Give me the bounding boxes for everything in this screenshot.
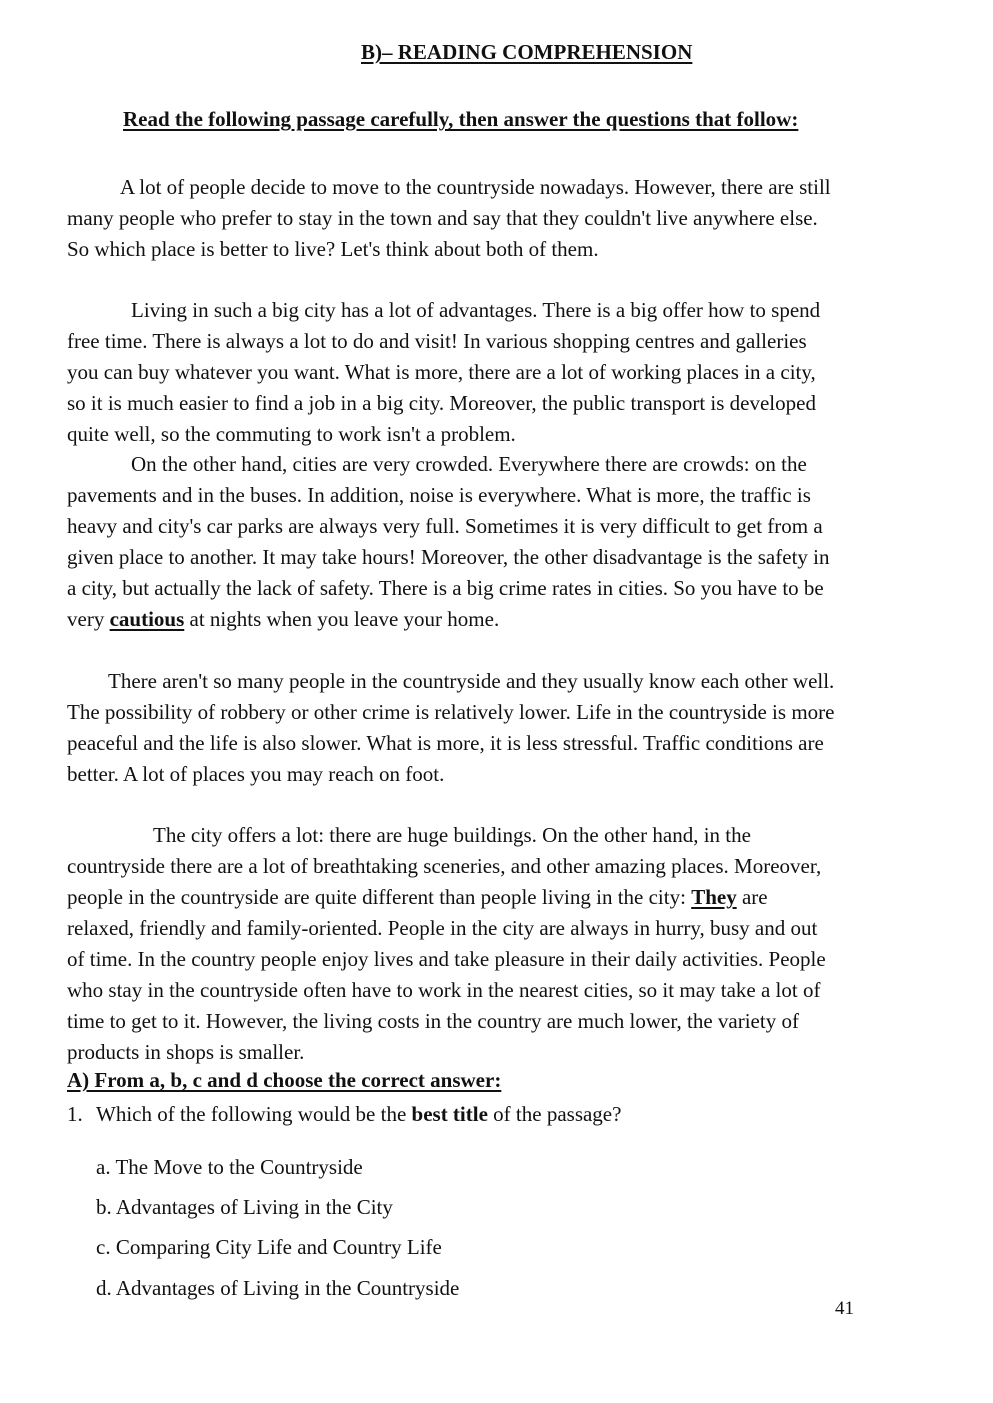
answer-option-c[interactable]: c. Comparing City Life and Country Life xyxy=(96,1235,442,1259)
question-emphasis: best title xyxy=(411,1102,488,1126)
paragraph-line: On the other hand, cities are very crowded. Everywhere there are crowds: on the xyxy=(131,452,807,476)
passage-paragraph-1 xyxy=(67,172,923,265)
passage-paragraph-5 xyxy=(67,820,923,1068)
paragraph-line: so it is much easier to find a job in a big city. Moreover, the public transport is developed xyxy=(67,391,816,415)
paragraph-line: countryside there are a lot of breathtaking sceneries, and other amazing places. Moreover, xyxy=(67,854,822,878)
keyword-cautious: cautious xyxy=(109,607,185,631)
text-segment: at nights when you leave your home. xyxy=(184,607,500,631)
paragraph-line: many people who prefer to stay in the town and say that they couldn't live anywhere else. xyxy=(67,206,818,230)
instruction: Read the following passage carefully, then answer the questions that follow: xyxy=(123,107,799,131)
paragraph-line: The possibility of robbery or other crime is relatively lower. Life in the countryside is more xyxy=(67,700,835,724)
answer-option-a[interactable]: a. The Move to the Countryside xyxy=(96,1155,363,1179)
text-segment: are xyxy=(736,885,768,909)
paragraph-line: There aren't so many people in the countryside and they usually know each other well. xyxy=(108,669,835,693)
section-a-heading: A) From a, b, c and d choose the correct answer: xyxy=(67,1068,502,1092)
passage-paragraph-4 xyxy=(67,666,923,790)
paragraph-line: Living in such a big city has a lot of advantages. There is a big offer how to spend xyxy=(131,298,821,322)
paragraph-line: A lot of people decide to move to the countryside nowadays. However, there are still xyxy=(120,175,831,199)
paragraph-line: relaxed, friendly and family-oriented. People in the city are always in hurry, busy and out xyxy=(67,916,818,940)
paragraph-line: So which place is better to live? Let's think about both of them. xyxy=(67,237,599,261)
paragraph-line: products in shops is smaller. xyxy=(67,1040,305,1064)
paragraph-line: you can buy whatever you want. What is more, there are a lot of working places in a city, xyxy=(67,360,816,384)
paragraph-line xyxy=(67,604,923,635)
passage-paragraph-2 xyxy=(67,295,923,450)
paragraph-line: heavy and city's car parks are always very full. Sometimes it is very difficult to get from a xyxy=(67,514,823,538)
question-number: 1. xyxy=(67,1102,83,1126)
question-text: of the passage? xyxy=(487,1102,622,1126)
paragraph-line: The city offers a lot: there are huge buildings. On the other hand, in the xyxy=(153,823,751,847)
paragraph-line: better. A lot of places you may reach on foot. xyxy=(67,762,445,786)
question-text: Which of the following would be the xyxy=(96,1102,412,1126)
keyword-they: They xyxy=(691,885,737,909)
question-1 xyxy=(67,1102,621,1127)
paragraph-line: free time. There is always a lot to do and visit! In various shopping centres and galleries xyxy=(67,329,807,353)
paragraph-line xyxy=(67,882,923,913)
paragraph-line: time to get to it. However, the living costs in the country are much lower, the variety of xyxy=(67,1009,799,1033)
paragraph-line: peaceful and the life is also slower. What is more, it is less stressful. Traffic conditions are xyxy=(67,731,824,755)
section-title: B)– READING COMPREHENSION xyxy=(361,40,693,64)
paragraph-line: a city, but actually the lack of safety. There is a big crime rates in cities. So you have to be xyxy=(67,576,824,600)
paragraph-line: of time. In the country people enjoy lives and take pleasure in their daily activities. People xyxy=(67,947,826,971)
text-segment: very xyxy=(67,607,110,631)
paragraph-line: quite well, so the commuting to work isn't a problem. xyxy=(67,422,516,446)
text-segment: people in the countryside are quite different than people living in the city: xyxy=(67,885,692,909)
paragraph-line: pavements and in the buses. In addition, noise is everywhere. What is more, the traffic is xyxy=(67,483,811,507)
answer-option-b[interactable]: b. Advantages of Living in the City xyxy=(96,1195,393,1219)
answer-option-d[interactable]: d. Advantages of Living in the Countryside xyxy=(96,1276,460,1300)
paragraph-line: given place to another. It may take hours! Moreover, the other disadvantage is the safety in xyxy=(67,545,830,569)
paragraph-line: who stay in the countryside often have to work in the nearest cities, so it may take a lot of xyxy=(67,978,821,1002)
passage-paragraph-3 xyxy=(67,449,923,635)
page-number: 41 xyxy=(835,1298,854,1319)
